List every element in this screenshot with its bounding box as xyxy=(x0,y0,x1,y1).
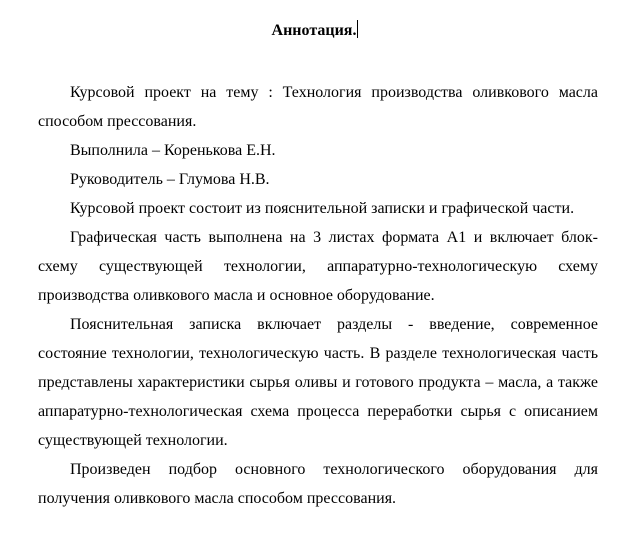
paragraph-topic: Курсовой проект на тему : Технология производства оливкового масла способом прессования. xyxy=(38,84,598,130)
paragraph-author: Выполнила – Коренькова Е.Н. xyxy=(70,142,276,159)
paragraph-graphic-part: Графическая часть выполнена на 3 листах формата А1 и включает блок-схему существующей технологии, аппаратурно-технологическую схему производства оливкового масла и основное оборудование. xyxy=(38,229,598,304)
annotation-title: Аннотация. xyxy=(271,22,357,39)
paragraph-structure: Курсовой проект состоит из пояснительной записки и графической части. xyxy=(70,200,575,217)
paragraph-supervisor: Руководитель – Глумова Н.В. xyxy=(70,171,270,188)
paragraph-explanatory-note: Пояснительная записка включает разделы - введение, современное состояние технологии, технологическую часть. В разделе технологическая часть представлены характеристики сырья оливы и готового продукта – масла, а также аппаратурно-технологическая схема процесса переработки сырья с описанием существующей технологии. xyxy=(38,316,598,449)
annotation-body xyxy=(38,78,598,513)
text-cursor xyxy=(357,20,358,38)
annotation-title-line xyxy=(0,20,630,42)
paragraph-equipment: Произведен подбор основного технологического оборудования для получения оливкового масла способом прессования. xyxy=(38,461,598,507)
